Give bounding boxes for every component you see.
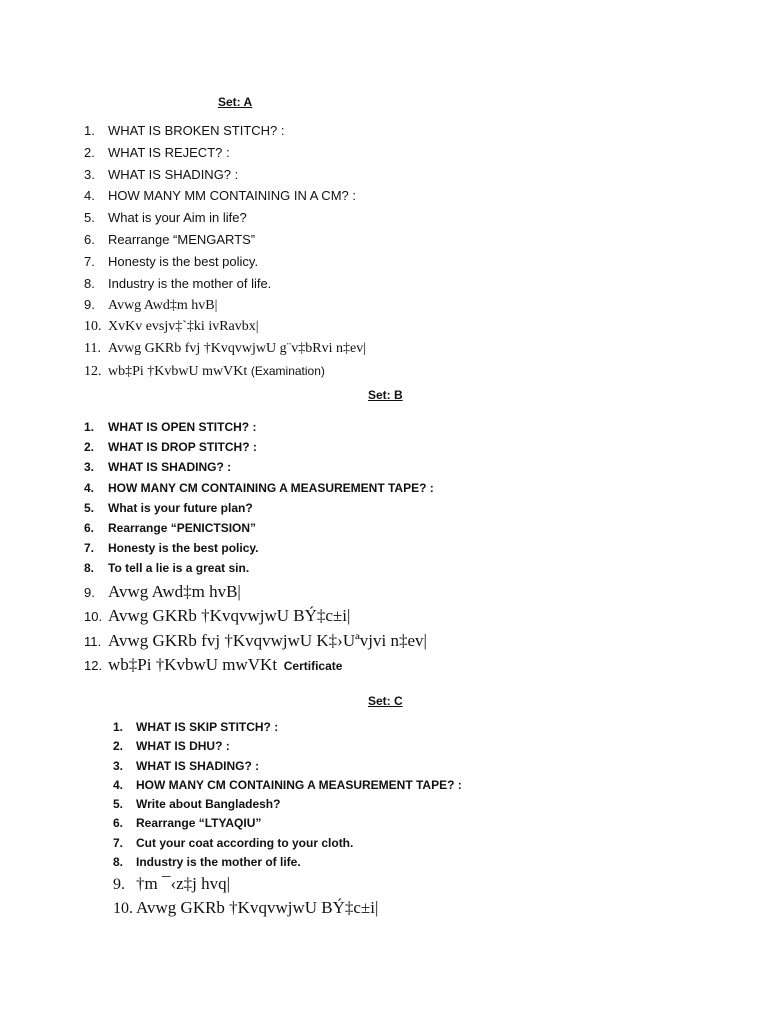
- question-item: [84, 481, 434, 501]
- question-text: Rearrange “MENGARTS”: [108, 231, 256, 247]
- question-number: 2.: [84, 440, 95, 455]
- question-text: Industry is the mother of life.: [136, 855, 301, 870]
- question-item: [113, 898, 462, 922]
- question-item: [84, 606, 434, 631]
- question-text: WHAT IS BROKEN STITCH? :: [108, 123, 285, 138]
- question-item: [84, 145, 366, 167]
- question-number: 2.: [84, 144, 95, 160]
- question-item: [113, 874, 462, 898]
- question-text: Honesty is the best policy.: [108, 253, 259, 269]
- question-item: [113, 797, 462, 816]
- question-item: [113, 836, 462, 855]
- question-number: 1.: [84, 420, 95, 434]
- question-number: 7.: [113, 835, 124, 850]
- question-text: Write about Bangladesh?: [136, 797, 281, 812]
- question-tail-text: (Examination): [250, 363, 325, 378]
- question-item: [84, 297, 366, 319]
- question-text: Avwg GKRb fvj †KvqvwjwU g¨v‡bRvi n‡ev|: [108, 340, 367, 356]
- question-number: 5.: [84, 210, 95, 226]
- question-number: 12.: [84, 363, 102, 379]
- question-text: HOW MANY CM CONTAINING A MEASUREMENT TAPE? :: [108, 480, 434, 495]
- question-text: To tell a lie is a great sin.: [108, 561, 250, 576]
- question-text: XvKv evsjv‡`‡ki ivRavbx|: [108, 319, 259, 335]
- question-number: 7.: [84, 541, 95, 556]
- question-item: [113, 816, 462, 835]
- question-item: [84, 363, 366, 385]
- question-number: 11.: [84, 340, 101, 356]
- set-c-title: Set: C: [368, 694, 403, 708]
- question-text: Cut your coat according to your cloth.: [136, 835, 354, 850]
- question-item: [84, 582, 434, 607]
- question-item: [84, 123, 366, 145]
- question-number: 9.: [84, 297, 95, 313]
- question-item: [84, 319, 366, 341]
- question-number: 3.: [84, 166, 95, 182]
- question-text: HOW MANY CM CONTAINING A MEASUREMENT TAPE? :: [136, 777, 462, 792]
- question-text: WHAT IS REJECT? :: [108, 144, 230, 160]
- question-item: [113, 778, 462, 797]
- question-number: 1.: [84, 123, 95, 138]
- question-number: 9.: [113, 876, 125, 894]
- question-text: WHAT IS DHU? :: [136, 739, 230, 754]
- question-number: 8.: [84, 275, 95, 291]
- question-text: WHAT IS SHADING? :: [108, 460, 232, 475]
- question-item: [84, 631, 434, 656]
- question-text: HOW MANY MM CONTAINING IN A CM? :: [108, 188, 356, 204]
- question-number: 6.: [113, 816, 124, 831]
- question-item: [113, 759, 462, 778]
- question-text: wb‡Pi †KvbwU mwVKt: [108, 363, 248, 379]
- question-text: Avwg GKRb fvj †KvqvwjwU K‡›Uªvjvi n‡ev|: [108, 630, 427, 650]
- question-item: [84, 561, 434, 581]
- question-number: 7.: [84, 253, 95, 269]
- question-number: 4.: [84, 188, 95, 204]
- question-number: 2.: [113, 739, 124, 754]
- question-number: 4.: [113, 777, 124, 792]
- question-item: [84, 341, 366, 363]
- question-number: 3.: [84, 460, 95, 475]
- question-item: [84, 276, 366, 298]
- question-item: [84, 655, 434, 680]
- question-item: [84, 210, 366, 232]
- question-text: What is your future plan?: [108, 500, 253, 515]
- question-number: 4.: [84, 480, 95, 495]
- question-number: 10.: [113, 899, 133, 917]
- question-number: 8.: [84, 561, 95, 576]
- question-text: Avwg GKRb †KvqvwjwU BÝ‡c±i|: [136, 897, 379, 917]
- set-b-question-list: [84, 420, 434, 680]
- question-text: WHAT IS SHADING? :: [136, 758, 260, 773]
- question-item: [84, 541, 434, 561]
- question-number: 3.: [113, 758, 124, 773]
- question-number: 1.: [113, 720, 124, 734]
- question-item: [84, 440, 434, 460]
- question-number: 5.: [84, 500, 95, 515]
- question-number: 6.: [84, 231, 95, 247]
- set-a-title: Set: A: [218, 95, 253, 109]
- question-text: †m ¯‹z‡j hvq|: [136, 874, 231, 894]
- question-text: Rearrange “LTYAQIU”: [136, 816, 262, 831]
- question-text: WHAT IS SKIP STITCH? :: [136, 720, 279, 734]
- question-text: WHAT IS DROP STITCH? :: [108, 440, 257, 455]
- question-number: 12.: [84, 658, 103, 673]
- question-text: Rearrange “PENICTSION”: [108, 520, 257, 535]
- question-text: WHAT IS SHADING? :: [108, 166, 239, 182]
- set-a-question-list: [84, 123, 366, 385]
- question-text: What is your Aim in life?: [108, 210, 247, 226]
- question-item: [84, 167, 366, 189]
- question-text: WHAT IS OPEN STITCH? :: [108, 420, 257, 434]
- question-item: [113, 739, 462, 758]
- question-text: Honesty is the best policy.: [108, 541, 259, 556]
- question-item: [84, 232, 366, 254]
- question-number: 9.: [84, 584, 95, 600]
- question-item: [113, 720, 462, 739]
- question-tail-text: Certificate: [283, 659, 343, 673]
- question-item: [84, 254, 366, 276]
- question-number: 5.: [113, 797, 124, 812]
- question-item: [84, 188, 366, 210]
- question-number: 8.: [113, 855, 124, 870]
- question-text: wb‡Pi †KvbwU mwVKt: [108, 655, 278, 674]
- question-item: [84, 460, 434, 480]
- question-number: 10.: [84, 319, 102, 335]
- question-text: Avwg GKRb †KvqvwjwU BÝ‡c±i|: [108, 606, 351, 625]
- question-number: 11.: [84, 633, 102, 649]
- question-text: Avwg Awd‡m hvB|: [108, 581, 241, 601]
- question-item: [84, 501, 434, 521]
- question-item: [84, 521, 434, 541]
- question-number: 6.: [84, 520, 95, 535]
- question-text: Avwg Awd‡m hvB|: [108, 298, 218, 314]
- set-c-question-list: [113, 720, 462, 921]
- question-item: [84, 420, 434, 440]
- question-item: [113, 855, 462, 874]
- question-number: 10.: [84, 609, 103, 624]
- question-text: Industry is the mother of life.: [108, 275, 272, 291]
- set-b-title: Set: B: [368, 388, 403, 402]
